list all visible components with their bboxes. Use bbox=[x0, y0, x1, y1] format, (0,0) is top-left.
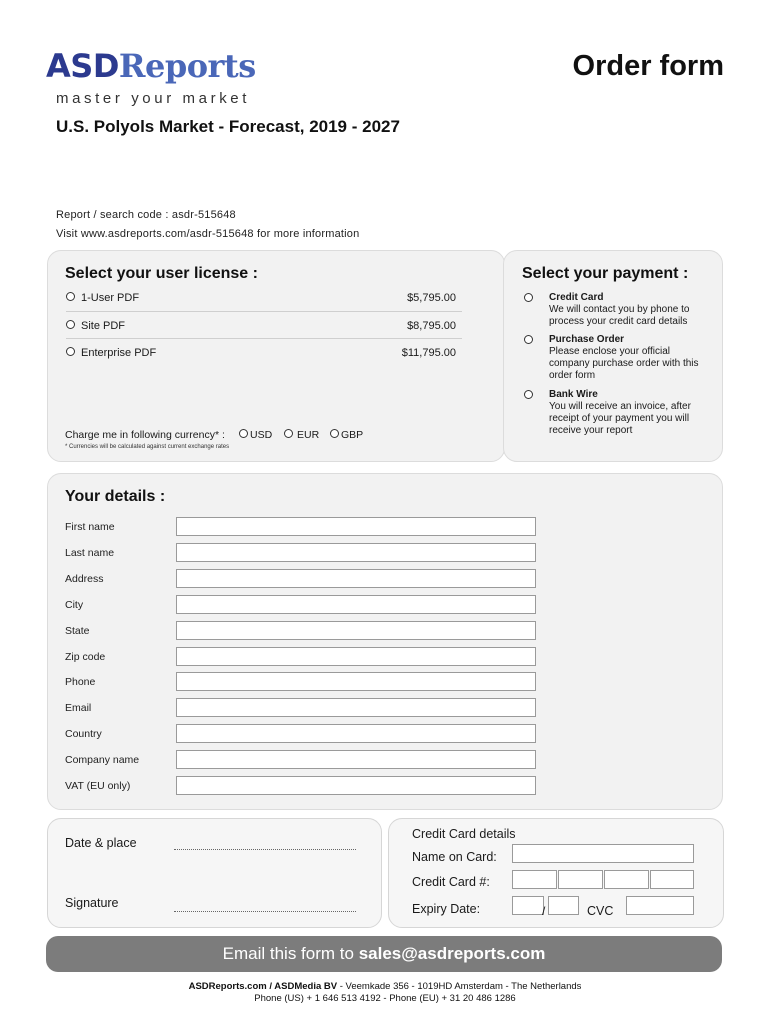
state-field[interactable] bbox=[176, 621, 536, 640]
radio-icon[interactable] bbox=[66, 347, 75, 356]
currency-option-gbp[interactable] bbox=[330, 429, 363, 441]
expiry-year-field[interactable] bbox=[548, 896, 579, 915]
cvc-label: CVC bbox=[587, 904, 614, 918]
email-bar bbox=[46, 936, 722, 972]
country-label: Country bbox=[65, 728, 102, 740]
address-field[interactable] bbox=[176, 569, 536, 588]
radio-icon[interactable] bbox=[524, 335, 533, 344]
zip-code-label: Zip code bbox=[65, 651, 106, 663]
first-name-label: First name bbox=[65, 521, 115, 533]
logo-asd: ASD bbox=[46, 47, 119, 85]
currency-note: * Currencies will be calculated against current exchange rates bbox=[65, 444, 230, 450]
payment-title: Purchase Order bbox=[549, 334, 625, 345]
expiry-slash: / bbox=[542, 904, 546, 918]
logo-reports: Reports bbox=[118, 47, 256, 85]
card-number-field-4[interactable] bbox=[650, 870, 694, 889]
card-number-field-3[interactable] bbox=[604, 870, 649, 889]
payment-desc: We will contact you by phone to process your credit card details bbox=[549, 304, 690, 327]
radio-icon[interactable] bbox=[284, 429, 293, 438]
company-name-field[interactable] bbox=[176, 750, 536, 769]
payment-desc: Please enclose your official company purchase order with this order form bbox=[549, 346, 699, 381]
divider bbox=[66, 338, 462, 339]
city-field[interactable] bbox=[176, 595, 536, 614]
license-price: $5,795.00 bbox=[407, 292, 456, 304]
card-number-field-1[interactable] bbox=[512, 870, 557, 889]
radio-icon[interactable] bbox=[524, 293, 533, 302]
state-label: State bbox=[65, 625, 90, 637]
radio-icon[interactable] bbox=[66, 292, 75, 301]
country-field[interactable] bbox=[176, 724, 536, 743]
license-label: Site PDF bbox=[81, 320, 126, 332]
card-number-label: Credit Card #: bbox=[412, 875, 490, 889]
visit-link-text: Visit www.asdreports.com/asdr-515648 for more information bbox=[56, 228, 360, 240]
asdreports-logo bbox=[46, 47, 256, 85]
currency-label-eur: EUR bbox=[297, 429, 320, 441]
address-label: Address bbox=[65, 573, 104, 585]
vat-label: VAT (EU only) bbox=[65, 780, 131, 792]
license-label: 1-User PDF bbox=[81, 292, 140, 304]
currency-option-usd[interactable] bbox=[239, 429, 272, 441]
payment-title: Bank Wire bbox=[549, 389, 598, 400]
phone-field[interactable] bbox=[176, 672, 536, 691]
radio-icon[interactable] bbox=[239, 429, 248, 438]
last-name-field[interactable] bbox=[176, 543, 536, 562]
vat-field[interactable] bbox=[176, 776, 536, 795]
expiry-date-label: Expiry Date: bbox=[412, 902, 481, 916]
details-heading: Your details : bbox=[65, 488, 166, 505]
payment-desc: You will receive an invoice, after receipt of your payment you will receive your report bbox=[549, 401, 691, 436]
license-heading: Select your user license : bbox=[65, 265, 258, 282]
radio-icon[interactable] bbox=[66, 320, 75, 329]
email-bar-prefix: Email this form to bbox=[222, 944, 359, 963]
license-option-1-user[interactable] bbox=[66, 290, 456, 312]
name-on-card-label: Name on Card: bbox=[412, 850, 497, 864]
logo-tagline: master your market bbox=[56, 90, 250, 107]
city-label: City bbox=[65, 599, 84, 611]
signature-label: Signature bbox=[65, 896, 119, 910]
license-label: Enterprise PDF bbox=[81, 347, 157, 359]
zip-code-field[interactable] bbox=[176, 647, 536, 666]
license-price: $11,795.00 bbox=[401, 347, 456, 359]
radio-icon[interactable] bbox=[524, 390, 533, 399]
currency-label-usd: USD bbox=[250, 429, 273, 441]
license-option-enterprise[interactable] bbox=[66, 345, 456, 367]
payment-title: Credit Card bbox=[549, 292, 604, 303]
signature-field[interactable] bbox=[174, 911, 356, 912]
credit-card-heading: Credit Card details bbox=[412, 827, 516, 841]
first-name-field[interactable] bbox=[176, 517, 536, 536]
date-place-field[interactable] bbox=[174, 849, 356, 850]
expiry-month-field[interactable] bbox=[512, 896, 544, 915]
name-on-card-field[interactable] bbox=[512, 844, 694, 863]
report-title: U.S. Polyols Market - Forecast, 2019 - 2027 bbox=[56, 117, 400, 136]
cvc-field[interactable] bbox=[626, 896, 694, 915]
email-label: Email bbox=[65, 702, 92, 714]
currency-label: Charge me in following currency* : bbox=[65, 429, 225, 441]
license-option-site[interactable] bbox=[66, 318, 456, 340]
footer-address-line bbox=[0, 981, 770, 992]
divider bbox=[66, 311, 462, 312]
payment-heading: Select your payment : bbox=[522, 265, 689, 282]
phone-label: Phone bbox=[65, 676, 96, 688]
footer-phones: Phone (US) + 1 646 513 4192 - Phone (EU) + 31 20 486 1286 bbox=[254, 993, 516, 1004]
radio-icon[interactable] bbox=[330, 429, 339, 438]
footer-company: ASDReports.com / ASDMedia BV bbox=[188, 981, 338, 992]
email-link[interactable]: sales@asdreports.com bbox=[358, 944, 546, 963]
currency-label-gbp: GBP bbox=[341, 429, 364, 441]
card-number-field-2[interactable] bbox=[558, 870, 603, 889]
page-title: Order form bbox=[572, 50, 724, 82]
license-price: $8,795.00 bbox=[407, 320, 456, 332]
footer-address: - Veemkade 356 - 1019HD Amsterdam - The Netherlands bbox=[337, 981, 582, 992]
currency-option-eur[interactable] bbox=[284, 429, 319, 441]
email-field[interactable] bbox=[176, 698, 536, 717]
report-code: Report / search code : asdr-515648 bbox=[56, 209, 236, 221]
date-place-label: Date & place bbox=[65, 836, 137, 850]
company-name-label: Company name bbox=[65, 754, 140, 766]
last-name-label: Last name bbox=[65, 547, 115, 559]
